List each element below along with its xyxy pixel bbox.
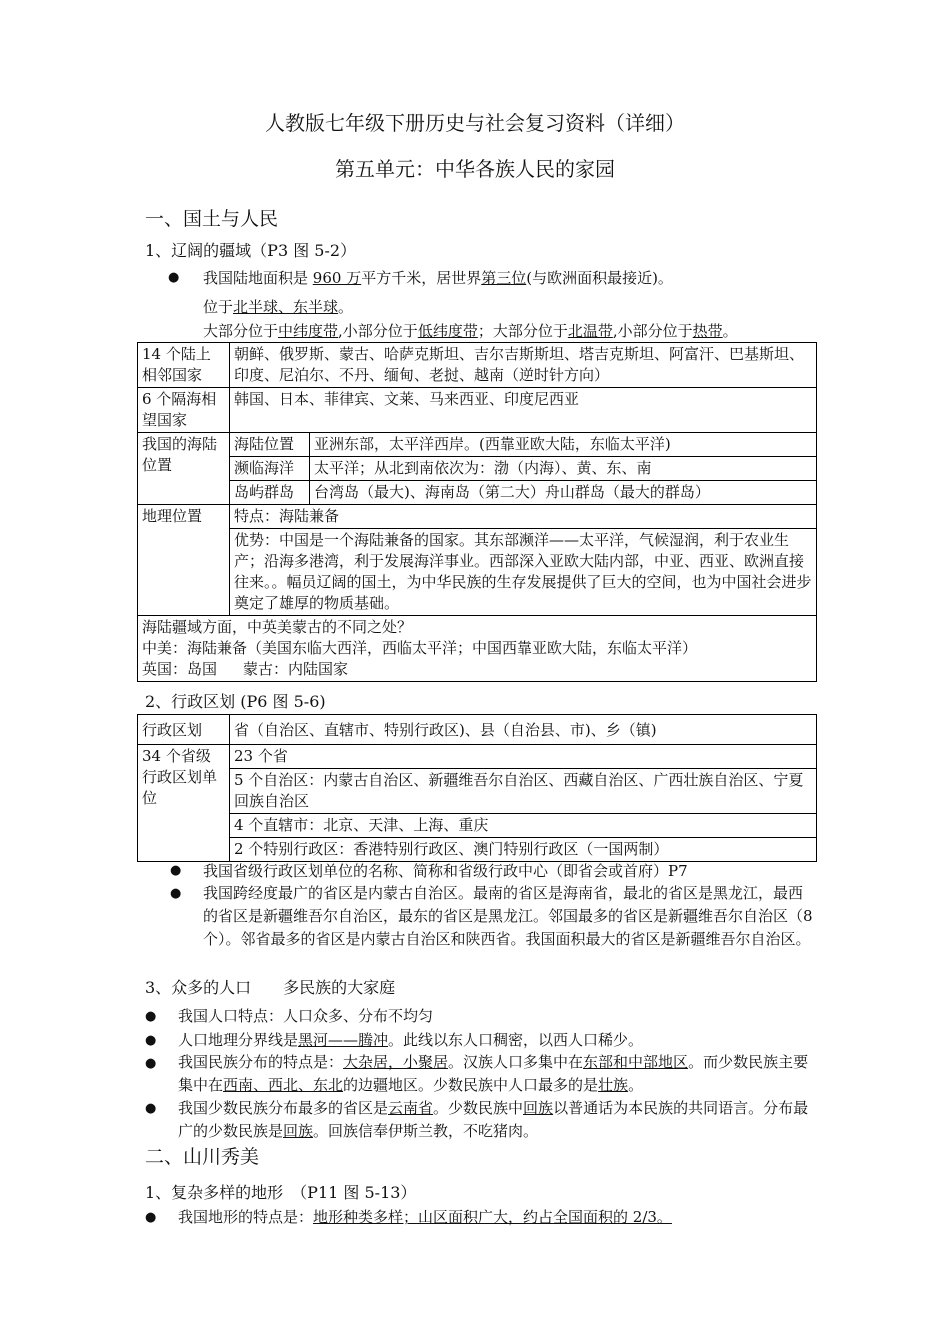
- text-span: ；大部分位于: [477, 322, 568, 340]
- underlined-text: 中纬度带: [278, 322, 339, 340]
- table-cell: 亚洲东部，太平洋西岸。(西靠亚欧大陆，东临太平洋): [310, 433, 817, 457]
- underlined-text: 低纬度带: [417, 322, 478, 340]
- table-cell-label: 34 个省级行政区划单位: [138, 745, 230, 862]
- text-span: 平方千米，居世界: [361, 269, 482, 287]
- table-row: [138, 814, 817, 838]
- text-span: 蒙古：内陆国家: [243, 660, 349, 678]
- bullet-icon: ●: [145, 1210, 157, 1225]
- table-cell-label: 我国的海陆位置: [138, 433, 230, 505]
- table-row: [138, 838, 817, 862]
- text-span: ,小部分位于: [338, 322, 418, 340]
- bullet-icon: ●: [145, 1033, 157, 1048]
- table-cell-label: 14 个陆上相邻国家: [138, 343, 230, 388]
- area-line: [203, 268, 673, 288]
- table-row: [138, 505, 817, 529]
- text-span: 的边疆地区。少数民族中人口最多的是: [343, 1076, 599, 1094]
- section-heading-1: 一、国土与人民: [145, 208, 279, 230]
- hemisphere-line: [203, 297, 353, 317]
- comparison-answer: 中美：海陆兼备（美国东临大西洋，西临太平洋；中国西靠亚欧大陆，东临太平洋）: [142, 639, 698, 657]
- table-cell: 4 个直辖市：北京、天津、上海、重庆: [230, 814, 817, 838]
- text-span: 以普通话为本民族的共同语言。分布最广的少数民族是: [178, 1099, 809, 1140]
- section-heading-2: 二、山川秀美: [145, 1146, 260, 1168]
- table-row: [138, 715, 817, 745]
- table-cell: 太平洋；从北到南依次为：渤（内海）、黄、东、南: [310, 457, 817, 481]
- table-cell-label: 6 个隔海相望国家: [138, 388, 230, 433]
- document-title: 人教版七年级下册历史与社会复习资料（详细）: [265, 111, 685, 135]
- table-cell: 优势：中国是一个海陆兼备的国家。其东部濒洋——太平洋，气候湿润，利于农业生产；沿海多港湾，利于发展海洋事业。西部深入亚欧大陆内部，中亚、西亚、欧洲直接往来。。幅员辽阔的国土，为中华民族的生存发展提供了巨大的空间，也为中国社会进步奠定了雄厚的物质基础。: [230, 529, 817, 616]
- underlined-text: 大杂居，小聚居: [343, 1053, 449, 1071]
- underlined-text: 黑河——腾冲: [298, 1031, 389, 1049]
- table-row: [138, 769, 817, 814]
- bullet-icon: ●: [145, 1101, 157, 1116]
- climate-zone-line: [203, 321, 738, 341]
- table-cell: 23 个省: [230, 745, 817, 769]
- underlined-text: 东部和中部地区: [583, 1053, 689, 1071]
- bullet-text: [178, 1207, 672, 1227]
- comparison-answer: [142, 659, 812, 680]
- bullet-icon: ●: [145, 1056, 157, 1071]
- underlined-text: 960 万: [312, 269, 362, 287]
- table-cell: 朝鲜、俄罗斯、蒙古、哈萨克斯坦、吉尔吉斯斯坦、塔吉克斯坦、阿富汗、巴基斯坦、印度、尼泊尔、不丹、缅甸、老挝、越南（逆时针方向）: [230, 343, 817, 388]
- underlined-text: 地形种类多样；山区面积广大，约占全国面积的 2/3。: [313, 1208, 672, 1226]
- table-cell-key: 濒临海洋: [230, 457, 310, 481]
- bullet-text: [178, 1097, 810, 1143]
- table-cell-label: 地理位置: [138, 505, 230, 616]
- text-span: 。: [628, 1076, 644, 1094]
- underlined-text: 壮族: [598, 1076, 629, 1094]
- underlined-text: 回族: [283, 1122, 314, 1140]
- text-span: 。而少数民族主要集中在: [178, 1053, 809, 1094]
- underlined-text: 西南、西北、东北: [223, 1076, 344, 1094]
- table-cell: 台湾岛（最大)、海南岛（第二大）舟山群岛（最大的群岛）: [310, 481, 817, 505]
- subsection-heading-1-2: 2、行政区划 (P6 图 5-6): [145, 692, 326, 711]
- table-cell: 韩国、日本、菲律宾、文莱、马来西亚、印度尼西亚: [230, 388, 817, 433]
- subsection-heading-2-1: 1、复杂多样的地形 （P11 图 5-13）: [145, 1183, 417, 1202]
- territory-table: [137, 342, 817, 682]
- table-row: [138, 433, 817, 457]
- text-span: 大部分位于: [203, 322, 279, 340]
- table-row: [138, 529, 817, 616]
- table-cell: 省（自治区、直辖市、特别行政区)、县（自治县、市)、乡（镇): [230, 715, 817, 745]
- text-span: (与欧洲面积最接近)。: [526, 269, 673, 287]
- table-cell: 2 个特别行政区：香港特别行政区、澳门特别行政区（一国两制）: [230, 838, 817, 862]
- underlined-text: 回族: [523, 1099, 554, 1117]
- bullet-icon: ●: [168, 270, 180, 285]
- table-row: [138, 388, 817, 433]
- table-row: [138, 616, 817, 682]
- text-span: 位于: [203, 298, 234, 316]
- text-span: 我国民族分布的特点是：: [178, 1053, 344, 1071]
- table-cell: 特点：海陆兼备: [230, 505, 817, 529]
- underlined-text: 云南省: [388, 1099, 434, 1117]
- table-row: [138, 457, 817, 481]
- table-row: [138, 745, 817, 769]
- subsection-heading-1-1: 1、辽阔的疆域（P3 图 5-2）: [145, 241, 357, 260]
- text-span: 英国：岛国: [142, 660, 218, 678]
- bullet-icon: ●: [170, 886, 182, 901]
- text-span: ,小部分位于: [612, 322, 693, 340]
- bullet-text: [178, 1051, 810, 1097]
- underlined-text: 第三位: [481, 269, 527, 287]
- subsection-heading-1-3: 3、众多的人口 多民族的大家庭: [145, 978, 396, 997]
- table-cell: 5 个自治区：内蒙古自治区、新疆维吾尔自治区、西藏自治区、广西壮族自治区、宁夏回族自治区: [230, 769, 817, 814]
- table-cell-key: 海陆位置: [230, 433, 310, 457]
- text-span: 。汉族人口多集中在: [448, 1053, 584, 1071]
- unit-title: 第五单元：中华各族人民的家园: [335, 157, 615, 181]
- table-row: [138, 343, 817, 388]
- underlined-text: 热带: [692, 322, 723, 340]
- underlined-text: 北半球、东半球: [233, 298, 339, 316]
- underlined-text: 北温带: [567, 322, 613, 340]
- bullet-icon: ●: [145, 1009, 157, 1024]
- text-span: 我国陆地面积是: [203, 269, 313, 287]
- table-cell-key: 岛屿群岛: [230, 481, 310, 505]
- table-cell-label: 行政区划: [138, 715, 230, 745]
- table-row: [138, 481, 817, 505]
- text-span: 。少数民族中: [433, 1099, 524, 1117]
- bullet-text: 我国人口特点：人口众多、分布不均匀: [178, 1007, 434, 1025]
- text-span: 我国少数民族分布最多的省区是: [178, 1099, 389, 1117]
- text-span: 。回族信奉伊斯兰教，不吃猪肉。: [313, 1122, 539, 1140]
- bullet-icon: ●: [170, 863, 182, 878]
- comparison-question: 海陆疆域方面，中英美蒙古的不同之处？: [142, 618, 413, 636]
- bullet-text: 我国省级行政区划单位的名称、简称和省级行政中心（即省会或首府）P7: [203, 862, 688, 880]
- table-cell: [138, 616, 817, 682]
- text-span: 。: [338, 298, 354, 316]
- text-span: 人口地理分界线是: [178, 1031, 299, 1049]
- bullet-text: [178, 1030, 643, 1050]
- bullet-text: 我国跨经度最广的省区是内蒙古自治区。最南的省区是海南省，最北的省区是黑龙江，最西的省区是新疆维吾尔自治区，最东的省区是黑龙江。邻国最多的省区是新疆维吾尔自治区（8 个）。邻省最多的省区是内蒙古自治区和陕西省。我国面积最大的省区是新疆维吾尔自治区。: [203, 884, 813, 948]
- text-span: 。: [722, 322, 738, 340]
- text-span: 我国地形的特点是：: [178, 1208, 314, 1226]
- text-span: 。此线以东人口稠密，以西人口稀少。: [388, 1031, 644, 1049]
- administrative-table: [137, 714, 817, 862]
